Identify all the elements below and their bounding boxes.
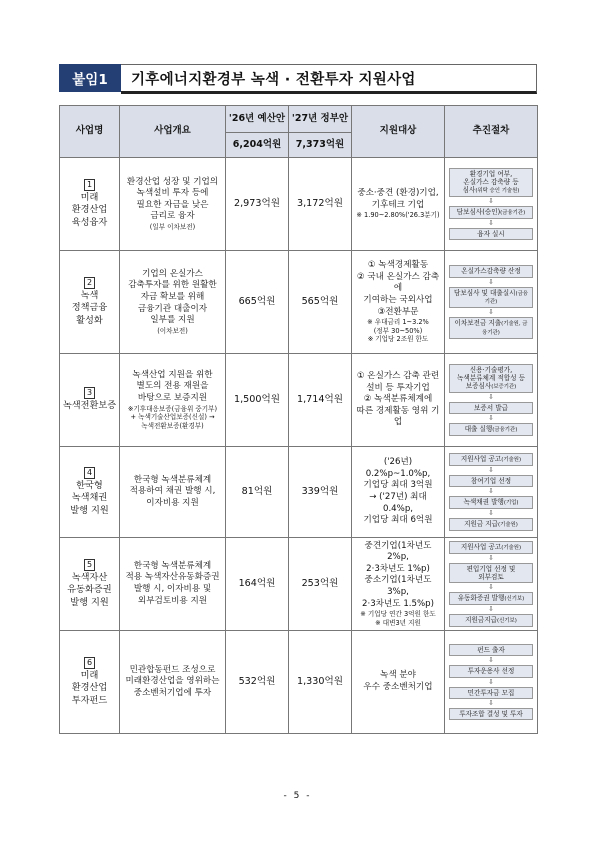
procedure-step-text bbox=[452, 573, 530, 581]
procedure-step-label: 녹색채권 발행 bbox=[463, 498, 504, 507]
overview-cell bbox=[120, 447, 226, 538]
support-program-table bbox=[59, 105, 538, 734]
procedure-step-agency: (신기보) bbox=[497, 618, 517, 625]
procedure-step-text bbox=[452, 667, 530, 675]
down-arrow-icon: ⇩ bbox=[488, 583, 494, 592]
program-number: 5 bbox=[84, 559, 95, 571]
procedure-step-label: 보증서 발급 bbox=[474, 404, 508, 413]
target-line: 2·3차년도 1.5%p) bbox=[362, 598, 434, 609]
overview-line: 일부를 지원 bbox=[150, 315, 195, 326]
title-bar bbox=[59, 64, 537, 92]
overview-line: 감축투자를 위한 원활한 bbox=[128, 280, 217, 291]
overview-cell bbox=[120, 538, 226, 631]
overview-note: 녹색전환보증(환경부) bbox=[141, 421, 204, 430]
overview-line: 적용 녹색자산유동화증권 bbox=[125, 572, 220, 583]
target-line: 우수 중소벤처기업 bbox=[363, 682, 433, 692]
overview-line: 발행 시, 이자비용 및 bbox=[133, 584, 212, 594]
procedure-step-text bbox=[452, 374, 530, 382]
target-line: ① 온실가스 감축 관련 bbox=[356, 371, 440, 382]
procedure-step-label: 보증심사 bbox=[465, 382, 492, 391]
procedure-step-label: 투자운용사 선정 bbox=[467, 667, 515, 676]
table-row bbox=[60, 538, 538, 631]
procedure-step-label: 온실가스 감축량 등 bbox=[463, 178, 519, 187]
table-row bbox=[60, 631, 538, 734]
program-name-line: 녹색 bbox=[80, 289, 99, 301]
procedure-step-label: 지원금지급 bbox=[465, 616, 497, 625]
procedure-step-text bbox=[452, 230, 530, 238]
program-name-line: 미래 bbox=[80, 669, 99, 681]
procedure-step-label: 펀드 출자 bbox=[477, 646, 505, 655]
target-line: 중소·중견 (환경)기업, bbox=[357, 188, 439, 199]
procedure-step-agency: (기술원, 금융기관) bbox=[482, 321, 528, 336]
target-line: 기후테크 기업 bbox=[371, 199, 425, 210]
procedure-cell bbox=[445, 447, 538, 538]
procedure-step-text bbox=[452, 289, 530, 307]
overview-line: 금리로 융자 bbox=[150, 211, 195, 222]
program-name-line: 유동화증권 bbox=[67, 584, 112, 596]
target-line: 따른 경제활동 영위 기업 bbox=[356, 405, 440, 428]
down-arrow-icon: ⇩ bbox=[488, 508, 494, 517]
target-line: 중견기업(1차년도 2%p, bbox=[364, 540, 432, 563]
overview-line: 금융기관 대출이자 bbox=[137, 303, 208, 314]
procedure-step bbox=[449, 563, 533, 583]
target-note: ※ 1.90~2.80%('26.3분기) bbox=[356, 211, 440, 220]
program-name-cell bbox=[60, 538, 120, 631]
procedure-step bbox=[449, 402, 533, 414]
target-cell bbox=[352, 251, 445, 354]
overview-line: 미래환경산업을 영위하는 bbox=[125, 676, 220, 687]
overview-line: 환경산업 성장 및 기업의 bbox=[126, 176, 219, 187]
down-arrow-icon: ⇩ bbox=[488, 677, 494, 686]
overview-line: 한국형 녹색분류체계 bbox=[133, 560, 212, 571]
procedure-step bbox=[449, 475, 533, 487]
procedure-step-label: 담보심사 및 대출실시 bbox=[453, 288, 516, 297]
target-cell bbox=[352, 354, 445, 447]
procedure-step-agency: (기술원) bbox=[501, 545, 522, 552]
procedure-cell bbox=[445, 538, 538, 631]
procedure-step bbox=[449, 228, 533, 240]
procedure-step-label: 지원금 지급 bbox=[464, 519, 499, 528]
procedure-step bbox=[449, 592, 533, 605]
header-overview: 사업개요 bbox=[120, 106, 226, 158]
overview-note: (일부 이차보전) bbox=[149, 222, 196, 231]
overview-cell bbox=[120, 158, 226, 251]
procedure-step bbox=[449, 708, 533, 720]
down-arrow-icon: ⇩ bbox=[488, 218, 494, 227]
program-name-line: 녹색채권 bbox=[71, 492, 108, 504]
header-budget-2027: '27년 정부안 bbox=[289, 106, 352, 133]
procedure-step bbox=[449, 665, 533, 677]
program-name-cell bbox=[60, 158, 120, 251]
procedure-step-label: 온실가스감축량 산정 bbox=[461, 267, 521, 276]
table-row bbox=[60, 447, 538, 538]
target-line: 기업당 최대 3억원 bbox=[363, 480, 433, 491]
budget-2026-cell: 1,500억원 bbox=[226, 354, 289, 447]
procedure-step bbox=[449, 317, 533, 339]
page-title: 기후에너지환경부 녹색 · 전환투자 지원사업 bbox=[121, 64, 537, 94]
procedure-step-label: 심사 bbox=[462, 186, 476, 195]
procedure-cell bbox=[445, 158, 538, 251]
procedure-step-label: 투자조합 결성 및 투자 bbox=[459, 709, 523, 718]
procedure-step-label: 융자 실시 bbox=[477, 229, 505, 238]
overview-note: + 녹색기술산업보증(신설) → bbox=[130, 413, 215, 422]
procedure-step bbox=[449, 687, 533, 699]
procedure-step bbox=[449, 423, 533, 436]
header-target: 지원대상 bbox=[352, 106, 445, 158]
budget-2027-cell: 253억원 bbox=[289, 538, 352, 631]
target-line: 2·3차년도 1%p) bbox=[366, 563, 430, 574]
budget-2026-cell: 81억원 bbox=[226, 447, 289, 538]
down-arrow-icon: ⇩ bbox=[488, 605, 494, 614]
procedure-step-label: 환경기업 여부, bbox=[469, 169, 513, 178]
table-row bbox=[60, 354, 538, 447]
budget-2026-cell: 665억원 bbox=[226, 251, 289, 354]
program-name-cell bbox=[60, 251, 120, 354]
procedure-step bbox=[449, 168, 533, 197]
procedure-step-agency: (기술원) bbox=[501, 457, 522, 464]
overview-line: 중소벤처기업에 투자 bbox=[133, 687, 212, 698]
overview-line: 녹색설비 투자 등에 bbox=[136, 188, 209, 199]
procedure-step-text bbox=[452, 498, 530, 507]
procedure-step-agency: (기업) bbox=[503, 500, 519, 507]
down-arrow-icon: ⇩ bbox=[488, 414, 494, 423]
overview-cell bbox=[120, 631, 226, 734]
table-row bbox=[60, 251, 538, 354]
procedure-step bbox=[449, 518, 533, 531]
budget-2027-cell: 565억원 bbox=[289, 251, 352, 354]
down-arrow-icon: ⇩ bbox=[488, 487, 494, 496]
down-arrow-icon: ⇩ bbox=[488, 308, 494, 317]
procedure-step-text bbox=[452, 425, 530, 434]
procedure-step-text bbox=[452, 208, 530, 217]
target-note: ※ 기업당 연간 3억원 한도 bbox=[360, 610, 436, 619]
target-line: 기여하는 국외사업 bbox=[363, 294, 433, 305]
procedure-step bbox=[449, 496, 533, 509]
procedure-step-label: 참여기업 선정 bbox=[470, 477, 512, 485]
program-name-line: 활성화 bbox=[76, 314, 103, 326]
program-name-line: 발행 지원 bbox=[70, 504, 109, 516]
procedure-step-text bbox=[452, 477, 530, 485]
target-cell bbox=[352, 631, 445, 734]
budget-2026-cell: 2,973억원 bbox=[226, 158, 289, 251]
overview-line: 필요한 자금을 낮은 bbox=[136, 199, 209, 210]
down-arrow-icon: ⇩ bbox=[488, 277, 494, 286]
target-note: ※ 기업당 2조원 한도 bbox=[367, 335, 429, 344]
procedure-step bbox=[449, 206, 533, 219]
overview-line: 별도의 전용 재원을 bbox=[136, 381, 209, 392]
overview-cell bbox=[120, 354, 226, 447]
overview-note: ※기후대응보증(금융위 중기부) bbox=[127, 404, 218, 413]
budget-2027-cell: 1,714억원 bbox=[289, 354, 352, 447]
overview-line: 바탕으로 보증지원 bbox=[137, 392, 208, 403]
procedure-step-label: 지원사업 공고 bbox=[460, 543, 502, 552]
procedure-step-agency: (보증기관) bbox=[491, 384, 517, 391]
procedure-step-text bbox=[452, 689, 530, 697]
procedure-cell bbox=[445, 631, 538, 734]
procedure-step-label: 민간투자금 모집 bbox=[467, 688, 515, 697]
procedure-step-agency: (금융기관) bbox=[500, 210, 526, 217]
procedure-step-text bbox=[452, 543, 530, 552]
overview-line: 외부검토비용 지원 bbox=[137, 595, 208, 606]
procedure-step-text bbox=[452, 267, 530, 275]
overview-line: 민관합동펀드 조성으로 bbox=[129, 664, 216, 675]
target-note: ※ 우대금리 1~3.2% bbox=[367, 318, 429, 327]
overview-line: 이자비용 지원 bbox=[146, 497, 199, 508]
budget-2027-cell: 339억원 bbox=[289, 447, 352, 538]
program-name-line: 환경산업 bbox=[71, 204, 108, 216]
procedure-step-text bbox=[452, 616, 530, 625]
procedure-step bbox=[449, 364, 533, 393]
procedure-step-text bbox=[452, 186, 530, 195]
procedure-cell bbox=[445, 251, 538, 354]
procedure-step-text bbox=[452, 646, 530, 654]
procedure-step-text bbox=[452, 455, 530, 464]
program-name-line: 육성융자 bbox=[71, 216, 108, 228]
program-name-line: 녹색전환보증 bbox=[62, 400, 117, 412]
program-number: 1 bbox=[84, 179, 95, 191]
procedure-step-label: 유동화증권 발행 bbox=[457, 594, 505, 603]
procedure-step-text bbox=[452, 382, 530, 391]
down-arrow-icon: ⇩ bbox=[488, 197, 494, 206]
program-number: 6 bbox=[84, 657, 95, 669]
procedure-step-text bbox=[452, 594, 530, 603]
target-line: ① 녹색경제활동 bbox=[367, 260, 429, 271]
down-arrow-icon: ⇩ bbox=[488, 466, 494, 474]
budget-2027-cell: 1,330억원 bbox=[289, 631, 352, 734]
procedure-step-text bbox=[452, 710, 530, 718]
procedure-step-text bbox=[452, 366, 530, 374]
program-number: 3 bbox=[84, 387, 95, 399]
down-arrow-icon: ⇩ bbox=[488, 698, 494, 707]
procedure-step bbox=[449, 541, 533, 554]
program-name-cell bbox=[60, 631, 120, 734]
target-line: → ('27년) 최대 0.4%p, bbox=[369, 492, 427, 514]
overview-line: 적용하여 채권 발행 시, bbox=[129, 486, 216, 497]
overview-note: (이차보전) bbox=[157, 326, 188, 335]
procedure-step bbox=[449, 614, 533, 627]
procedure-step-text bbox=[452, 319, 530, 337]
page-number: - 5 - bbox=[283, 791, 312, 801]
target-note: ※ 대변3년 지원 bbox=[375, 618, 421, 627]
procedure-step-agency: (신기보) bbox=[504, 596, 525, 603]
procedure-step bbox=[449, 287, 533, 309]
overview-line: 한국형 녹색분류체계 bbox=[133, 474, 212, 485]
header-budget-2026: '26년 예산안 bbox=[226, 106, 289, 133]
target-line: 중소기업(1차년도 3%p, bbox=[364, 575, 432, 598]
procedure-step-label: 이차보전금 지출 bbox=[454, 319, 502, 328]
overview-line: 녹색산업 지원을 위한 bbox=[132, 369, 213, 380]
procedure-step-label: 신용·기술평가, bbox=[469, 365, 513, 374]
procedure-step-label: 녹색분류체계 적합성 등 bbox=[457, 374, 525, 383]
target-cell bbox=[352, 538, 445, 631]
program-name-cell bbox=[60, 354, 120, 447]
procedure-step bbox=[449, 265, 533, 277]
budget-2027-cell: 3,172억원 bbox=[289, 158, 352, 251]
procedure-cell bbox=[445, 354, 538, 447]
program-name-line: 환경산업 bbox=[71, 682, 108, 694]
down-arrow-icon: ⇩ bbox=[488, 656, 494, 665]
procedure-step bbox=[449, 644, 533, 656]
procedure-step-label: 편입기업 선정 및 bbox=[466, 564, 516, 573]
procedure-step-label: 담보심사(승인) bbox=[456, 208, 501, 217]
program-name-line: 정책금융 bbox=[71, 302, 108, 314]
budget-2026-cell: 532억원 bbox=[226, 631, 289, 734]
procedure-step-agency: (기술원) bbox=[498, 521, 518, 528]
program-name-line: 투자펀드 bbox=[71, 694, 108, 706]
procedure-step-text bbox=[452, 520, 530, 529]
program-name-line: 한국형 bbox=[76, 479, 103, 491]
table-row bbox=[60, 158, 538, 251]
down-arrow-icon: ⇩ bbox=[488, 553, 494, 562]
total-budget-2027: 7,373억원 bbox=[289, 133, 352, 158]
program-number: 2 bbox=[84, 277, 95, 289]
overview-line: 기업의 온실가스 bbox=[142, 268, 203, 279]
overview-line: 자금 확보를 위해 bbox=[140, 291, 205, 302]
target-line: ③전환부문 bbox=[377, 306, 419, 317]
target-note: (정부 30~50%) bbox=[373, 326, 423, 335]
procedure-step-text bbox=[452, 404, 530, 412]
target-line: ② 국내 온실가스 감축에 bbox=[356, 271, 440, 294]
target-cell bbox=[352, 447, 445, 538]
target-line: 녹색 분야 bbox=[380, 670, 416, 681]
budget-2026-cell: 164억원 bbox=[226, 538, 289, 631]
target-line: 기업당 최대 6억원 bbox=[363, 515, 433, 526]
target-cell bbox=[352, 158, 445, 251]
procedure-step-text bbox=[452, 170, 530, 178]
target-line: 설비 등 투자기업 bbox=[366, 382, 430, 393]
procedure-step-label: 외부검토 bbox=[478, 573, 504, 582]
header-procedure: 추진절차 bbox=[445, 106, 538, 158]
program-name-line: 미래 bbox=[80, 191, 99, 203]
program-name-cell bbox=[60, 447, 120, 538]
program-name-line: 발행 지원 bbox=[70, 596, 109, 608]
procedure-step-text bbox=[452, 565, 530, 573]
header-program-name: 사업명 bbox=[60, 106, 120, 158]
total-budget-2026: 6,204억원 bbox=[226, 133, 289, 158]
procedure-step-label: 대출 실행 bbox=[464, 425, 493, 434]
procedure-step-agency: (금융기관) bbox=[484, 290, 529, 306]
procedure-step-label: 지원사업 공고 bbox=[460, 455, 502, 464]
target-line: ('26년) 0.2%p~1.0%p, bbox=[365, 457, 431, 479]
attachment-badge: 붙임1 bbox=[59, 64, 121, 92]
procedure-step bbox=[449, 453, 533, 466]
target-line: ② 녹색분류체계에 bbox=[363, 394, 433, 405]
overview-cell bbox=[120, 251, 226, 354]
procedure-step-agency: (위탁 승인 기술원) bbox=[475, 188, 520, 195]
program-number: 4 bbox=[84, 467, 95, 479]
procedure-step-agency: (금융기관) bbox=[492, 427, 518, 434]
down-arrow-icon: ⇩ bbox=[488, 393, 494, 402]
program-name-line: 녹색자산 bbox=[71, 571, 108, 583]
